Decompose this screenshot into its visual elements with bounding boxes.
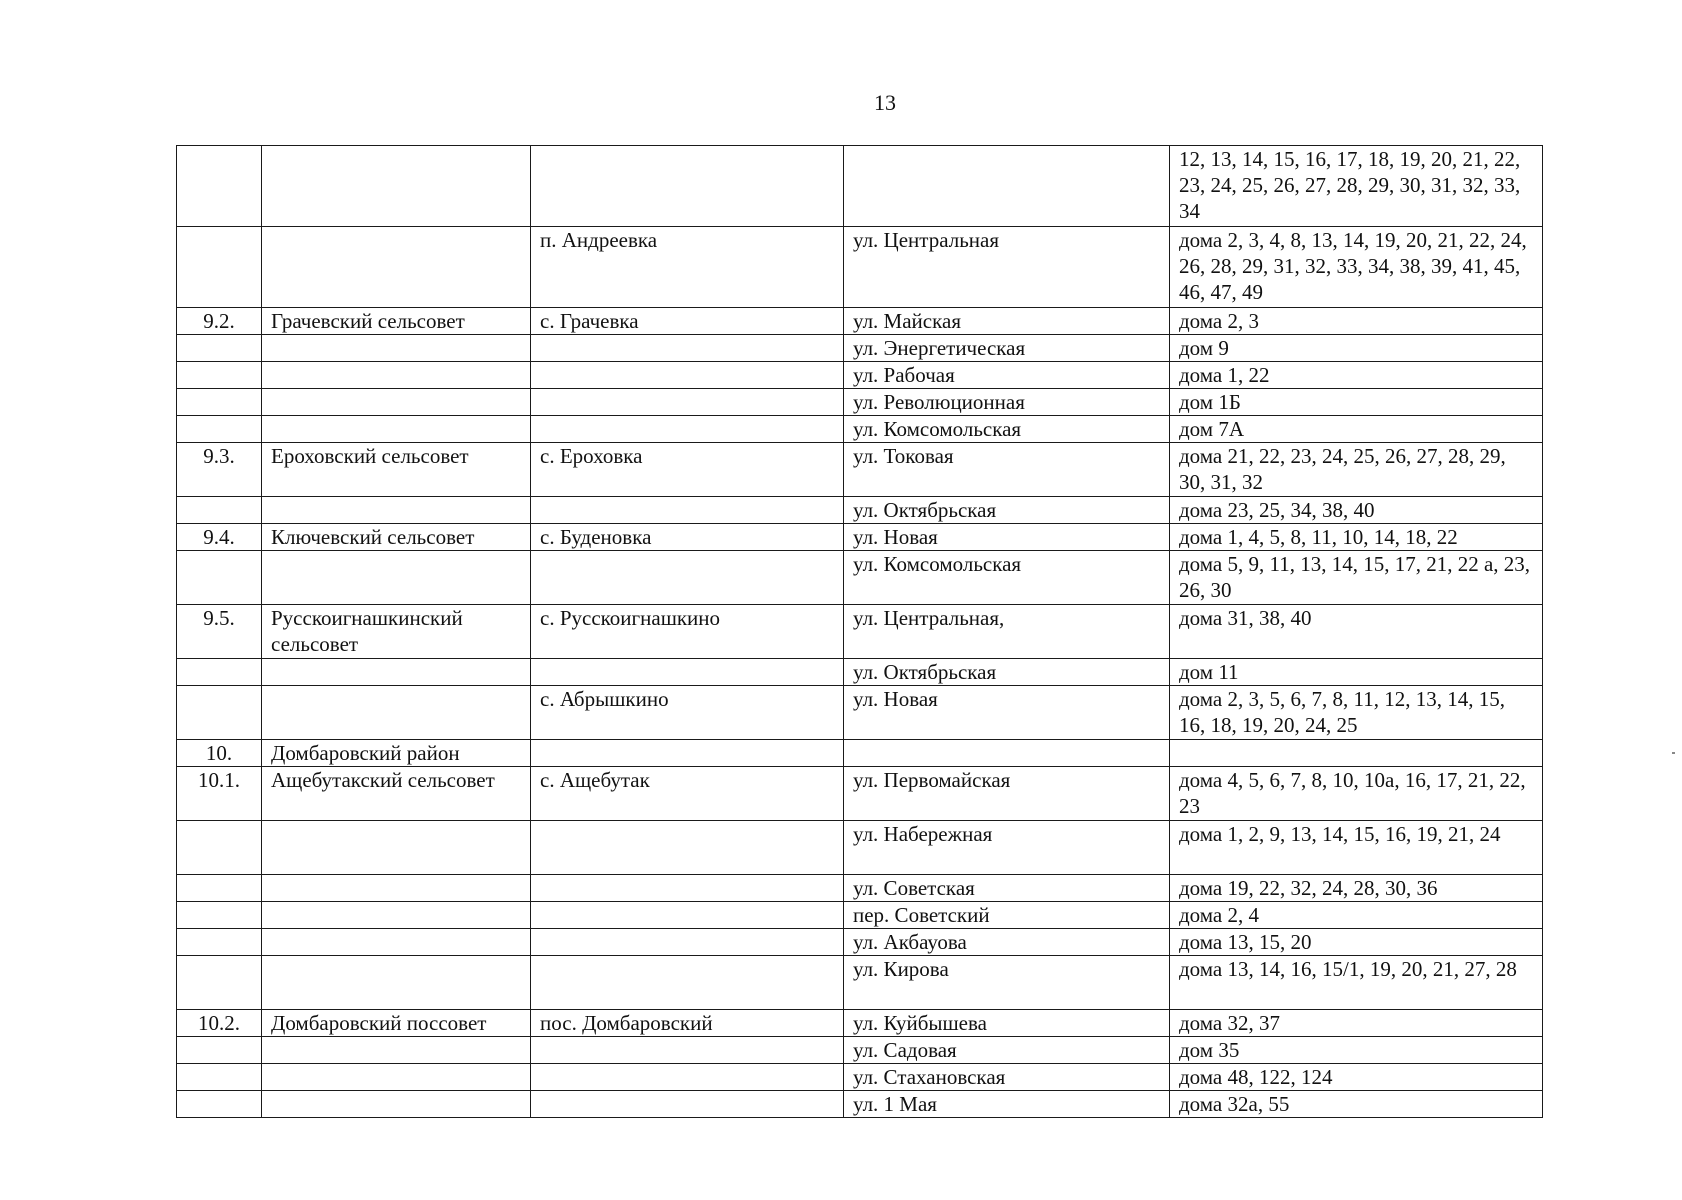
table-row [177, 1037, 1543, 1064]
row-number-cell: 9.3. [177, 443, 262, 497]
table-row [177, 956, 1543, 1010]
row-number-cell [177, 146, 262, 227]
table-row [177, 389, 1543, 416]
row-number-cell [177, 551, 262, 605]
municipality-cell: Домбаровский поссовет [262, 1010, 531, 1037]
settlement-cell [531, 1091, 844, 1118]
street-cell: ул. Центральная [844, 227, 1170, 308]
page-number: 13 [874, 90, 896, 115]
houses-cell: дома 13, 14, 16, 15/1, 19, 20, 21, 27, 28 [1170, 956, 1543, 1010]
settlement-cell: с. Русскоигнашкино [531, 605, 844, 659]
table-row [177, 497, 1543, 524]
municipality-cell: Домбаровский район [262, 740, 531, 767]
settlement-cell [531, 362, 844, 389]
houses-cell: дома 19, 22, 32, 24, 28, 30, 36 [1170, 875, 1543, 902]
settlement-cell [531, 416, 844, 443]
table-row [177, 659, 1543, 686]
houses-cell: дома 1, 4, 5, 8, 11, 10, 14, 18, 22 [1170, 524, 1543, 551]
row-number-cell [177, 335, 262, 362]
row-number-cell [177, 362, 262, 389]
municipality-cell [262, 551, 531, 605]
houses-cell: дома 1, 2, 9, 13, 14, 15, 16, 19, 21, 24 [1170, 821, 1543, 875]
municipality-cell: Грачевский сельсовет [262, 308, 531, 335]
table-row [177, 551, 1543, 605]
row-number-cell: 10.2. [177, 1010, 262, 1037]
street-cell: ул. Комсомольская [844, 551, 1170, 605]
municipality-cell [262, 929, 531, 956]
houses-cell: дом 7А [1170, 416, 1543, 443]
table-row [177, 1091, 1543, 1118]
settlement-cell [531, 146, 844, 227]
row-number-cell: 10.1. [177, 767, 262, 821]
municipality-cell [262, 497, 531, 524]
houses-cell: дома 5, 9, 11, 13, 14, 15, 17, 21, 22 а, 23, 26, 30 [1170, 551, 1543, 605]
settlement-cell: с. Буденовка [531, 524, 844, 551]
row-number-cell [177, 686, 262, 740]
street-cell: пер. Советский [844, 902, 1170, 929]
municipality-cell [262, 659, 531, 686]
table-row [177, 335, 1543, 362]
table-row [177, 740, 1543, 767]
row-number-cell: 9.2. [177, 308, 262, 335]
settlement-cell [531, 497, 844, 524]
houses-cell [1170, 740, 1543, 767]
table-row [177, 1010, 1543, 1037]
houses-cell: дома 48, 122, 124 [1170, 1064, 1543, 1091]
table-row [177, 767, 1543, 821]
settlement-cell: с. Ащебутак [531, 767, 844, 821]
houses-cell: дома 1, 22 [1170, 362, 1543, 389]
municipality-cell [262, 956, 531, 1010]
houses-cell: дом 9 [1170, 335, 1543, 362]
settlement-cell [531, 551, 844, 605]
street-cell: ул. 1 Мая [844, 1091, 1170, 1118]
row-number-cell [177, 902, 262, 929]
street-cell: ул. Куйбышева [844, 1010, 1170, 1037]
row-number-cell [177, 956, 262, 1010]
settlement-cell [531, 902, 844, 929]
street-cell: ул. Набережная [844, 821, 1170, 875]
houses-cell: дома 31, 38, 40 [1170, 605, 1543, 659]
street-cell: ул. Советская [844, 875, 1170, 902]
table-row [177, 524, 1543, 551]
settlement-cell: пос. Домбаровский [531, 1010, 844, 1037]
street-cell: ул. Октябрьская [844, 659, 1170, 686]
municipality-cell [262, 227, 531, 308]
street-cell: ул. Первомайская [844, 767, 1170, 821]
houses-cell: дом 11 [1170, 659, 1543, 686]
municipality-cell [262, 821, 531, 875]
settlement-cell [531, 929, 844, 956]
row-number-cell [177, 1091, 262, 1118]
houses-cell: дома 2, 3 [1170, 308, 1543, 335]
table-row [177, 1064, 1543, 1091]
row-number-cell [177, 875, 262, 902]
municipality-cell: Русскоигнашкинский сельсовет [262, 605, 531, 659]
municipality-cell [262, 1064, 531, 1091]
houses-cell: дома 2, 4 [1170, 902, 1543, 929]
settlement-cell [531, 1037, 844, 1064]
street-cell [844, 740, 1170, 767]
street-cell: ул. Стахановская [844, 1064, 1170, 1091]
street-cell: ул. Революционная [844, 389, 1170, 416]
municipality-cell: Ключевский сельсовет [262, 524, 531, 551]
municipality-cell [262, 362, 531, 389]
street-cell: ул. Токовая [844, 443, 1170, 497]
municipality-cell [262, 389, 531, 416]
municipality-cell [262, 416, 531, 443]
row-number-cell [177, 416, 262, 443]
table-row [177, 227, 1543, 308]
street-cell: ул. Новая [844, 524, 1170, 551]
houses-cell: дома 23, 25, 34, 38, 40 [1170, 497, 1543, 524]
houses-cell: дома 2, 3, 5, 6, 7, 8, 11, 12, 13, 14, 15, 16, 18, 19, 20, 24, 25 [1170, 686, 1543, 740]
settlement-cell: с. Абрышкино [531, 686, 844, 740]
houses-cell: дома 13, 15, 20 [1170, 929, 1543, 956]
row-number-cell [177, 821, 262, 875]
table-row [177, 416, 1543, 443]
table-row [177, 146, 1543, 227]
table-row [177, 362, 1543, 389]
row-number-cell [177, 659, 262, 686]
municipality-cell [262, 875, 531, 902]
street-cell: ул. Кирова [844, 956, 1170, 1010]
table-row [177, 929, 1543, 956]
street-cell: ул. Майская [844, 308, 1170, 335]
settlement-cell: с. Грачевка [531, 308, 844, 335]
municipality-cell [262, 146, 531, 227]
settlement-cell [531, 821, 844, 875]
municipality-cell: Ероховский сельсовет [262, 443, 531, 497]
houses-cell: дом 35 [1170, 1037, 1543, 1064]
settlement-cell [531, 335, 844, 362]
settlement-cell: с. Ероховка [531, 443, 844, 497]
table-row [177, 821, 1543, 875]
table-row [177, 443, 1543, 497]
houses-cell: дома 21, 22, 23, 24, 25, 26, 27, 28, 29, 30, 31, 32 [1170, 443, 1543, 497]
settlement-cell [531, 740, 844, 767]
street-cell: ул. Центральная, [844, 605, 1170, 659]
table-row [177, 605, 1543, 659]
settlement-cell [531, 956, 844, 1010]
settlement-cell [531, 875, 844, 902]
street-cell: ул. Садовая [844, 1037, 1170, 1064]
street-cell: ул. Рабочая [844, 362, 1170, 389]
street-cell [844, 146, 1170, 227]
houses-cell: дома 2, 3, 4, 8, 13, 14, 19, 20, 21, 22, 24, 26, 28, 29, 31, 32, 33, 34, 38, 39, 41, 45, 46, 47, 49 [1170, 227, 1543, 308]
table-row [177, 875, 1543, 902]
street-cell: ул. Энергетическая [844, 335, 1170, 362]
settlement-cell [531, 659, 844, 686]
row-number-cell [177, 929, 262, 956]
table-row [177, 902, 1543, 929]
houses-cell: дома 4, 5, 6, 7, 8, 10, 10а, 16, 17, 21, 22, 23 [1170, 767, 1543, 821]
row-number-cell [177, 389, 262, 416]
street-cell: ул. Комсомольская [844, 416, 1170, 443]
row-number-cell: 9.4. [177, 524, 262, 551]
settlement-cell [531, 389, 844, 416]
row-number-cell: 10. [177, 740, 262, 767]
row-number-cell: 9.5. [177, 605, 262, 659]
row-number-cell [177, 227, 262, 308]
street-cell: ул. Акбауова [844, 929, 1170, 956]
municipality-cell [262, 1037, 531, 1064]
street-cell: ул. Новая [844, 686, 1170, 740]
settlement-cell [531, 1064, 844, 1091]
table-row [177, 686, 1543, 740]
row-number-cell [177, 1064, 262, 1091]
street-cell: ул. Октябрьская [844, 497, 1170, 524]
houses-cell: дома 32а, 55 [1170, 1091, 1543, 1118]
houses-cell: 12, 13, 14, 15, 16, 17, 18, 19, 20, 21, 22, 23, 24, 25, 26, 27, 28, 29, 30, 31, 32, 33, 34 [1170, 146, 1543, 227]
settlement-cell: п. Андреевка [531, 227, 844, 308]
row-number-cell [177, 1037, 262, 1064]
municipality-cell [262, 1091, 531, 1118]
municipality-cell [262, 335, 531, 362]
municipality-cell [262, 902, 531, 929]
table-row [177, 308, 1543, 335]
scan-speck [1672, 752, 1675, 754]
houses-cell: дом 1Б [1170, 389, 1543, 416]
row-number-cell [177, 497, 262, 524]
municipality-cell: Ащебутакский сельсовет [262, 767, 531, 821]
address-table [176, 145, 1543, 1118]
municipality-cell [262, 686, 531, 740]
houses-cell: дома 32, 37 [1170, 1010, 1543, 1037]
